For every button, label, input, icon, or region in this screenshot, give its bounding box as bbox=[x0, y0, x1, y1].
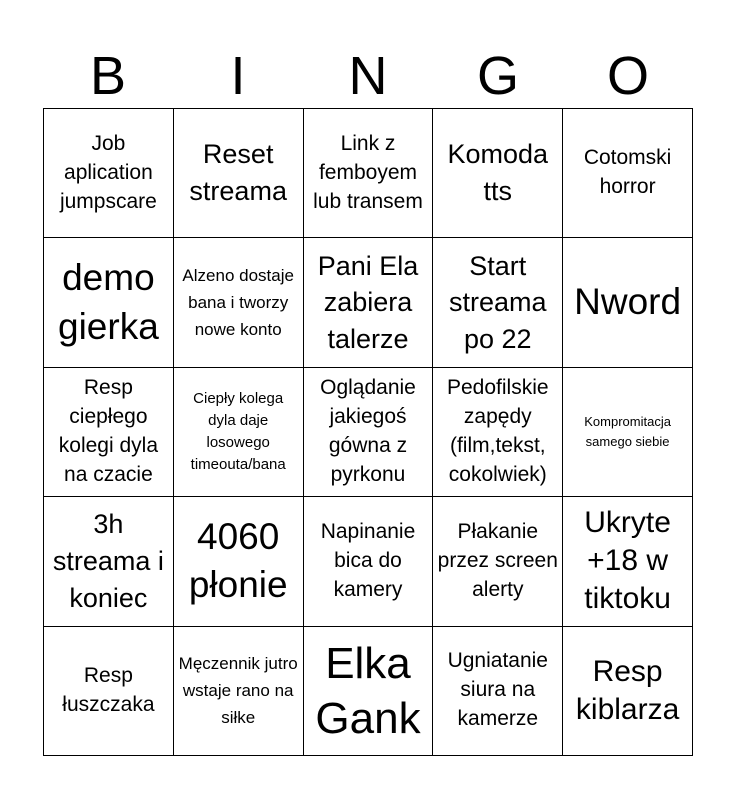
bingo-cell: Ciepły kolega dyla daje losowego timeouta/bana bbox=[174, 368, 304, 497]
header-letter-g: G bbox=[476, 46, 519, 106]
bingo-cell: Komoda tts bbox=[433, 109, 563, 238]
bingo-cell: Pedofilskie zapędy (film,tekst, cokolwiek) bbox=[433, 368, 563, 497]
header-letter-i: I bbox=[230, 46, 246, 106]
bingo-cell: Link z femboyem lub transem bbox=[304, 109, 434, 238]
bingo-cell: Reset streama bbox=[174, 109, 304, 238]
bingo-cell: Cotomski horror bbox=[563, 109, 693, 238]
bingo-cell: Resp ciepłego kolegi dyla na czacie bbox=[44, 368, 174, 497]
bingo-cell: Alzeno dostaje bana i tworzy nowe konto bbox=[174, 238, 304, 367]
bingo-cell: Płakanie przez screen alerty bbox=[433, 497, 563, 626]
bingo-cell: Elka Gank bbox=[304, 627, 434, 756]
bingo-cell: Job aplication jumpscare bbox=[44, 109, 174, 238]
bingo-cell: Resp łuszczaka bbox=[44, 627, 174, 756]
bingo-cell: 4060 płonie bbox=[174, 497, 304, 626]
bingo-cell: Męczennik jutro wstaje rano na siłke bbox=[174, 627, 304, 756]
bingo-header bbox=[43, 44, 693, 108]
header-letter-b: B bbox=[89, 46, 127, 106]
bingo-cell: Pani Ela zabiera talerze bbox=[304, 238, 434, 367]
header-letter-o: O bbox=[606, 46, 649, 106]
bingo-cell: Resp kiblarza bbox=[563, 627, 693, 756]
bingo-cell: Nword bbox=[563, 238, 693, 367]
bingo-cell: Ugniatanie siura na kamerze bbox=[433, 627, 563, 756]
bingo-cell: Ukryte +18 w tiktoku bbox=[563, 497, 693, 626]
header-letter-n: N bbox=[348, 46, 388, 106]
bingo-cell: Kompromitacja samego siebie bbox=[563, 368, 693, 497]
bingo-cell: Napinanie bica do kamery bbox=[304, 497, 434, 626]
bingo-cell: Oglądanie jakiegoś gówna z pyrkonu bbox=[304, 368, 434, 497]
bingo-cell: demo gierka bbox=[44, 238, 174, 367]
bingo-cell: Start streama po 22 bbox=[433, 238, 563, 367]
bingo-cell: 3h streama i koniec bbox=[44, 497, 174, 626]
bingo-grid bbox=[43, 108, 693, 756]
